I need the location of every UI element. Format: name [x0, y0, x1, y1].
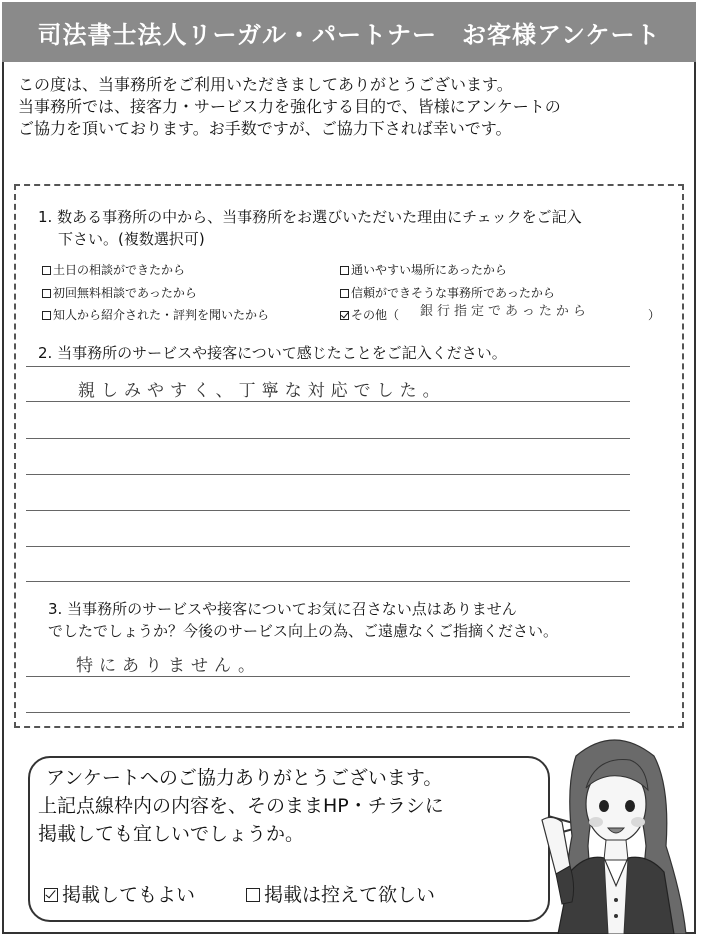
q1-text-line1: 1. 数ある事務所の中から、当事務所をお選びいただいた理由にチェックをご記入 — [38, 208, 582, 226]
checkbox[interactable] — [42, 289, 51, 298]
option-label: 初回無料相談であったから — [53, 286, 197, 300]
consent-agree-label: 掲載してもよい — [62, 884, 196, 906]
answer-line — [26, 581, 630, 582]
q1-option-weekend[interactable] — [42, 261, 185, 278]
answer-line — [26, 676, 630, 677]
q1-option-location[interactable] — [340, 261, 507, 278]
consent-decline-option[interactable] — [246, 880, 435, 907]
answer-line — [26, 401, 630, 402]
option-label: 土日の相談ができたから — [53, 263, 186, 277]
survey-title: 司法書士法人リーガル・パートナー お客様アンケート — [2, 2, 696, 62]
option-label: 知人から紹介された・評判を聞いたから — [53, 308, 270, 322]
q1-option-free-consult[interactable] — [42, 284, 197, 301]
q1-other-answer: 銀行指定であったから — [420, 304, 590, 319]
intro-line: 当事務所では、接客力・サービス力を強化する目的で、皆様にアンケートの — [18, 97, 561, 116]
option-label: その他（ — [351, 308, 400, 322]
checkbox[interactable] — [42, 311, 51, 320]
answer-line — [26, 712, 630, 713]
bubble-line2: 上記点線枠内の内容を、そのままHP・チラシに — [38, 795, 444, 817]
q3-text-line2: でしたでしょうか？今後のサービス向上の為、ご遠慮なくご指摘ください。 — [48, 622, 559, 640]
answer-line — [26, 474, 630, 475]
q1-option-referral[interactable] — [42, 306, 269, 323]
checkbox-checked[interactable] — [44, 888, 58, 902]
q2-answer[interactable]: 親しみやすく、丁寧な対応でした。 — [78, 381, 446, 401]
checkbox[interactable] — [246, 888, 260, 902]
intro-text — [18, 74, 561, 140]
intro-line: ご協力を頂いております。お手数ですが、ご協力下されば幸いです。 — [18, 119, 512, 138]
bubble-line1: アンケートへのご協力ありがとうございます。 — [46, 767, 443, 789]
consent-decline-label: 掲載は控えて欲しい — [264, 884, 436, 906]
consent-agree-option[interactable] — [44, 880, 195, 907]
q2-text: 2. 当事務所のサービスや接客について感じたことをご記入ください。 — [38, 344, 507, 362]
q1-other-close: ） — [648, 308, 661, 322]
checkbox[interactable] — [340, 266, 349, 275]
q1-option-trust[interactable] — [340, 284, 555, 301]
checkbox[interactable] — [42, 266, 51, 275]
answer-line — [26, 546, 630, 547]
checkbox[interactable] — [340, 289, 349, 298]
q3-text-line1: 3. 当事務所のサービスや接客についてお気に召さない点はありません — [48, 600, 517, 618]
q1-option-other[interactable] — [340, 306, 399, 323]
q3-answer[interactable]: 特にありません。 — [76, 656, 262, 676]
intro-line: この度は、当事務所をご利用いただきましてありがとうございます。 — [18, 75, 513, 94]
option-label: 信頼ができそうな事務所であったから — [351, 286, 555, 300]
woman-illustration — [536, 726, 696, 934]
option-label: 通いやすい場所にあったから — [351, 263, 507, 277]
answer-line — [26, 438, 630, 439]
answer-line — [26, 510, 630, 511]
answer-line — [26, 366, 630, 367]
checkbox-checked[interactable] — [340, 311, 349, 320]
q1-text-line2: 下さい。(複数選択可) — [58, 230, 205, 248]
bubble-line3: 掲載しても宜しいでしょうか。 — [38, 823, 305, 845]
